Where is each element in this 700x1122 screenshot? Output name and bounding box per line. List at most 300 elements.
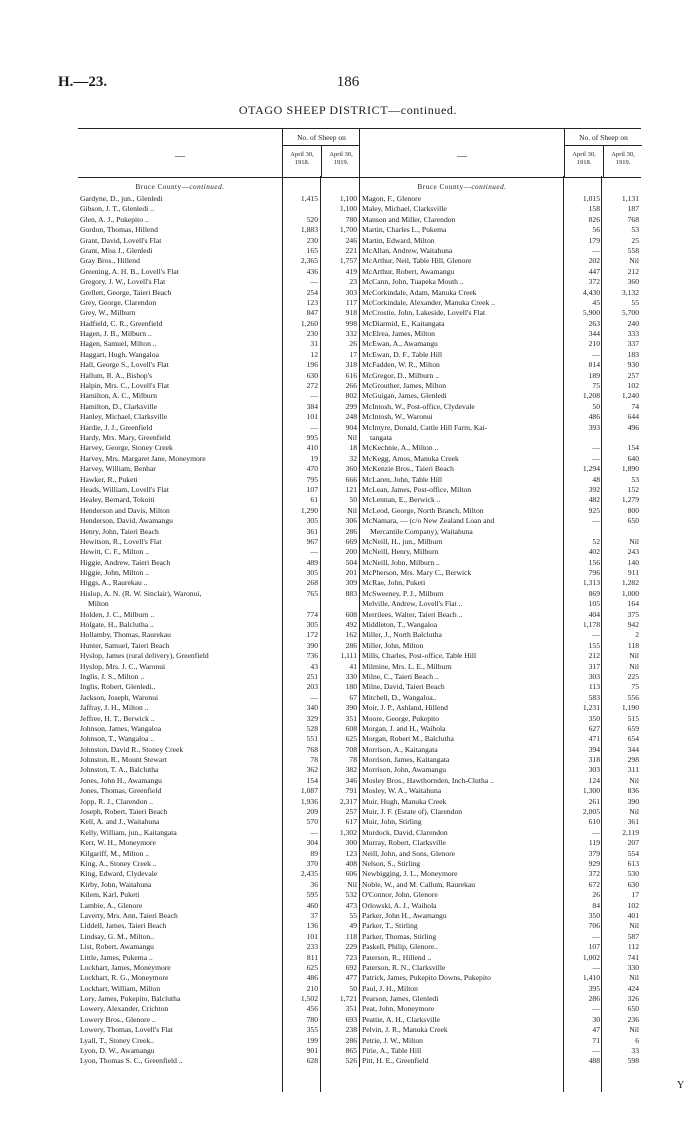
owner-name: Newbigging, J. L., Moneymore	[362, 869, 458, 879]
table-row	[78, 204, 359, 214]
table-row	[360, 381, 641, 391]
owner-name: Henderson, David, Awamangu	[80, 516, 173, 526]
owner-name: McLennan, E., Berwick ..	[362, 495, 441, 505]
owner-name: Grey, W., Milburn	[80, 308, 136, 318]
table-row	[360, 568, 641, 578]
sheep-count-1919: 162	[345, 630, 357, 640]
owner-name: Jaffray, J. H., Milton ..	[80, 703, 149, 713]
owner-name: Jones, Thomas, Greenfield	[80, 786, 162, 796]
table-row	[360, 807, 641, 817]
sheep-count-1918: 305	[306, 620, 318, 630]
table-row	[360, 204, 641, 214]
table-row	[78, 797, 359, 807]
sheep-count-1919: 723	[345, 952, 357, 962]
table-row	[360, 267, 641, 277]
owner-name: Kilgariff, M., Milton ..	[80, 848, 150, 858]
sheep-count-1918: —	[310, 391, 318, 401]
owner-name: Higgie, Andrew, Taieri Beach	[80, 557, 171, 567]
table-row	[360, 547, 641, 557]
sheep-count-1919: 32	[349, 453, 357, 463]
sheep-count-1919: 286	[345, 526, 357, 536]
table-row	[360, 672, 641, 682]
table-row	[78, 495, 359, 505]
sheep-count-1918: 869	[588, 588, 600, 598]
sheep-count-1919: 26	[349, 339, 357, 349]
owner-name: McGrouther, James, Milton	[362, 381, 447, 391]
sheep-count-1919: 286	[345, 640, 357, 650]
sheep-count-1918: 528	[306, 723, 318, 733]
table-row	[78, 350, 359, 360]
owner-name: Haggart, Hugh, Wangaloa	[80, 349, 159, 359]
table-row	[78, 682, 359, 692]
sheep-count-1919: 346	[345, 775, 357, 785]
sheep-count-1919: 53	[631, 225, 639, 235]
sheep-count-1918: 261	[588, 796, 600, 806]
owner-name: McArthur, Neil, Table Hill, Glenore	[362, 256, 472, 266]
sheep-count-1919: 337	[627, 339, 639, 349]
sheep-count-1918: 305	[306, 568, 318, 578]
sheep-count-1918: —	[592, 1046, 600, 1056]
table-row	[78, 423, 359, 433]
owner-name: Morrison, James, Kaitangata	[362, 755, 450, 765]
table-row	[78, 838, 359, 848]
sheep-count-1918: 1,313	[582, 578, 600, 588]
sheep-count-1918: 486	[588, 412, 600, 422]
sheep-count-1919: 1,000	[621, 588, 639, 598]
sheep-count-1918: 372	[588, 869, 600, 879]
sheep-count-1918: 1,294	[582, 464, 600, 474]
sheep-count-1919: 515	[627, 713, 639, 723]
sheep-count-1918: 460	[306, 900, 318, 910]
sheep-count-1919: 650	[627, 1004, 639, 1014]
owner-name: McCorkindale, Adam, Manuka Creek	[362, 287, 477, 297]
table-row	[78, 267, 359, 277]
sheep-count-1919: 554	[627, 848, 639, 858]
sheep-count-1919: Nil	[629, 661, 639, 671]
sheep-count-1918: 2,365	[300, 256, 318, 266]
sheep-count-1918: 355	[306, 1025, 318, 1035]
sheep-count-1918: 329	[306, 713, 318, 723]
sheep-count-1919: 67	[349, 692, 357, 702]
sheep-count-1918: 471	[588, 734, 600, 744]
owner-name: Kelly, William, jun., Kaitangata	[80, 827, 177, 837]
owner-name: Milne, C., Taieri Beach ..	[362, 671, 439, 681]
owner-name: Gordon, Thomas, Hillend	[80, 225, 158, 235]
sheep-count-1918: —	[592, 827, 600, 837]
table-row	[360, 849, 641, 859]
sheep-count-1918: 901	[306, 1046, 318, 1056]
sheep-count-1919: 741	[627, 952, 639, 962]
table-row	[360, 599, 641, 609]
table-row	[360, 797, 641, 807]
owner-name: Middleton, T., Wangaloa	[362, 620, 438, 630]
table-row	[78, 433, 359, 443]
sheep-count-1919: 408	[345, 859, 357, 868]
report-reference: H.—23.	[58, 74, 108, 90]
sheep-count-1918: 489	[306, 557, 318, 567]
sheep-count-1918: —	[592, 1004, 600, 1014]
sheep-count-1918: 551	[306, 734, 318, 744]
table-row	[360, 485, 641, 495]
owner-name: Morrison, John, Awamangu	[362, 765, 447, 775]
sheep-count-1919: 496	[627, 422, 639, 432]
table-row	[78, 1015, 359, 1025]
sheep-count-1919: Nil	[629, 256, 639, 266]
table-row	[360, 963, 641, 973]
owner-name: Jones, John H., Awamangu	[80, 775, 162, 785]
owner-name: Hamilton, A. C., Milburn	[80, 391, 157, 401]
sheep-count-1919: 1,302	[339, 827, 357, 837]
year-1919-header: April 30, 1919.	[321, 145, 360, 177]
table-row	[360, 236, 641, 246]
owner-name: Grant, Miss J., Glenledi	[80, 245, 153, 255]
sheep-count-1918: 1,002	[582, 952, 600, 962]
owner-name: McSweeney, P. J., Milburn	[362, 588, 444, 598]
owner-name: Johnston, David R., Stoney Creek	[80, 744, 184, 754]
owner-name: Paskell, Philip, Glenore..	[362, 942, 438, 952]
sheep-count-1918: 392	[588, 484, 600, 494]
owner-name: Lockhart, James, Moneymore	[80, 962, 171, 972]
table-row	[78, 932, 359, 942]
owner-name: Paul, J. H., Milton	[362, 983, 418, 993]
owner-name: Parker, John H., Awamangu	[362, 910, 447, 920]
table-row	[78, 558, 359, 568]
owner-name: Morgan, J. and H., Waihola	[362, 723, 446, 733]
table-row	[360, 329, 641, 339]
sheep-count-1919: 424	[627, 983, 639, 993]
column-rule	[282, 176, 283, 1092]
owner-name: McNeill, Henry, Milburn	[362, 547, 439, 557]
sheep-count-1919: 248	[345, 412, 357, 422]
sheep-count-1919: 351	[345, 713, 357, 723]
owner-name: Hollamby, Thomas, Raurekau	[80, 630, 171, 640]
table-row	[360, 1025, 641, 1035]
owner-name: Noble, W., and M. Callum, Raurekau	[362, 879, 476, 889]
owner-name: Lockhart, R. G., Moneymore	[80, 973, 169, 983]
table-row	[78, 724, 359, 734]
sheep-count-1918: 372	[588, 277, 600, 287]
sheep-count-1919: 75	[631, 682, 639, 692]
sheep-count-1918: 610	[588, 817, 600, 827]
sheep-count-1918: 410	[306, 443, 318, 453]
sheep-count-1919: 55	[349, 910, 357, 920]
sheep-count-1919: 558	[627, 245, 639, 255]
owner-name: Johnston, R., Mount Stewart	[80, 755, 167, 765]
sheep-count-1918: 210	[306, 983, 318, 993]
sheep-count-1919: 1,111	[340, 651, 357, 661]
owner-name: Moore, George, Pukepito	[362, 713, 440, 723]
owner-name: Milne, David, Taieri Beach	[362, 682, 445, 692]
sheep-count-1918: 1,260	[300, 318, 318, 328]
sheep-count-1919: 361	[627, 817, 639, 827]
table-row	[360, 516, 641, 526]
sheep-count-1918: 101	[306, 931, 318, 941]
owner-name: McNamara, — (c/o New Zealand Loan and	[362, 516, 495, 526]
table-row	[360, 1004, 641, 1014]
table-row	[78, 194, 359, 204]
sheep-count-1919: 121	[345, 484, 357, 494]
table-row	[360, 443, 641, 453]
table-row	[360, 693, 641, 703]
sheep-count-1918: 50	[592, 401, 600, 411]
sheep-count-1918: 1,883	[300, 225, 318, 235]
owner-name: McCrostie, John, Lakeside, Lovell's Flat	[362, 308, 486, 318]
table-row	[360, 589, 641, 599]
county-heading: Bruce County—continued.	[135, 183, 225, 191]
sheep-count-1919: 298	[627, 755, 639, 765]
sheep-count-1919: 836	[627, 786, 639, 796]
table-row	[78, 984, 359, 994]
owner-name: McKenzie Bros., Taieri Beach	[362, 464, 454, 474]
table-row	[360, 714, 641, 724]
table-row	[78, 942, 359, 952]
table-row	[78, 620, 359, 630]
year-1918-header: April 30, 1918.	[572, 151, 596, 166]
owner-name: Hagen, J. B., Milburn ..	[80, 329, 152, 339]
table-row	[360, 641, 641, 651]
sheep-count-1919: 5,700	[621, 308, 639, 318]
owner-name: Joseph, Robert, Taieri Beach	[80, 807, 168, 817]
table-row	[78, 589, 359, 599]
column-rule	[601, 176, 602, 1092]
left-table-header	[78, 128, 359, 178]
sheep-count-1919: 613	[627, 859, 639, 868]
sheep-count-1918: —	[310, 277, 318, 287]
sheep-count-1918: 765	[306, 588, 318, 598]
sheep-count-1918: 179	[588, 235, 600, 245]
sheep-count-1919: 419	[345, 266, 357, 276]
owner-name: Lowery Bros., Glenore ..	[80, 1014, 156, 1024]
sheep-count-1919: 118	[627, 640, 639, 650]
table-row	[78, 662, 359, 672]
sheep-count-1918: 230	[306, 235, 318, 245]
sheep-count-1919: 2,317	[339, 796, 357, 806]
right-table-header	[360, 128, 641, 178]
table-row	[360, 610, 641, 620]
table-row	[78, 475, 359, 485]
sheep-count-1918: 124	[588, 775, 600, 785]
sheep-count-1918: 107	[588, 942, 600, 952]
table-row	[360, 464, 641, 474]
sheep-count-1919: 332	[345, 329, 357, 339]
table-row	[78, 994, 359, 1004]
sheep-count-1918: 628	[306, 1056, 318, 1066]
table-row	[78, 1056, 359, 1066]
owner-name: McCorkindale, Alexander, Manuka Creek ..	[362, 297, 495, 307]
sheep-count-1919: Nil	[629, 807, 639, 817]
owner-name: Lory, James, Pukepito, Balclutha	[80, 994, 181, 1004]
sheep-count-1919: 123	[345, 848, 357, 858]
owner-name: Liddell, James, Taieri Beach	[80, 921, 167, 931]
sheep-count-header	[564, 129, 642, 177]
table-row	[360, 371, 641, 381]
sheep-count-1919: 532	[345, 890, 357, 900]
sheep-count-1918: 2,005	[582, 807, 600, 817]
sheep-count-1919: 1,890	[621, 464, 639, 474]
sheep-count-1918: 212	[588, 651, 600, 661]
sheep-count-1919: Nil	[629, 1025, 639, 1035]
owner-name: Hadfield, C. R., Greenfield	[80, 318, 163, 328]
table-row	[78, 745, 359, 755]
table-row	[360, 734, 641, 744]
table-row	[360, 901, 641, 911]
owner-name: Murdock, David, Clarendon	[362, 827, 448, 837]
sheep-count-1919: 351	[345, 1004, 357, 1014]
sheep-count-1918: 48	[592, 474, 600, 484]
table-row	[360, 776, 641, 786]
sheep-count-1919: 800	[627, 505, 639, 515]
owner-name: Holden, J. C., Milburn ..	[80, 609, 155, 619]
owner-name: McEwan, D. F., Table Hill	[362, 349, 443, 359]
owner-name: Gibson, J. T., Glenledi ..	[80, 204, 154, 214]
owner-name: Mercantile Company), Waitahuna	[370, 526, 473, 536]
sheep-count-1919: 659	[627, 723, 639, 733]
sheep-count-1918: 1,936	[300, 796, 318, 806]
sheep-count-1919: 50	[349, 983, 357, 993]
sheep-count-1919: 326	[627, 994, 639, 1004]
table-row	[360, 215, 641, 225]
owner-name: Halpin, Mrs. C., Lovell's Flat	[80, 381, 170, 391]
sheep-count-1919: 243	[627, 547, 639, 557]
sheep-count-1919: 930	[627, 360, 639, 370]
sheep-count-1918: 113	[588, 682, 600, 692]
sheep-count-1919: 311	[627, 765, 639, 775]
sheep-count-1919: 286	[345, 1035, 357, 1045]
sheep-count-1918: 1,015	[582, 194, 600, 203]
column-rule	[563, 176, 564, 1092]
table-row	[360, 412, 641, 422]
owner-name: Neill, John, and Sons, Glenore	[362, 848, 456, 858]
page-number: 186	[336, 74, 360, 90]
sheep-count-1918: 189	[588, 370, 600, 380]
owner-name: Harvey, William, Benhar	[80, 464, 156, 474]
sheep-count-1918: 1,502	[300, 994, 318, 1004]
sheep-count-1918: 929	[588, 859, 600, 868]
owner-name: Harvey, Mrs. Margaret Jane, Moneymore	[80, 453, 206, 463]
sheep-count-1918: —	[592, 962, 600, 972]
sheep-count-1918: —	[592, 630, 600, 640]
table-row	[78, 402, 359, 412]
table-row	[78, 578, 359, 588]
sheep-count-1919: 768	[627, 214, 639, 224]
owner-name: Henry, John, Taieri Beach	[80, 526, 159, 536]
table-row	[360, 703, 641, 713]
owner-name: Hardy, Mrs. Mary, Greenfield	[80, 432, 171, 442]
table-row	[360, 308, 641, 318]
owner-name: McDiarmid, E., Kaitangata	[362, 318, 445, 328]
owner-name: McNeill, John, Milburn ..	[362, 557, 440, 567]
sheep-count-1918: —	[310, 547, 318, 557]
sheep-count-1918: 26	[592, 890, 600, 900]
county-heading: Bruce County—continued.	[417, 183, 507, 191]
table-row	[360, 838, 641, 848]
owner-name: Peat, John, Moneymore	[362, 1004, 435, 1014]
sheep-count-1918: 254	[306, 287, 318, 297]
sheep-count-1919: Nil	[347, 432, 357, 442]
owner-name: Hanley, Michael, Clarksville	[80, 412, 168, 422]
owner-name: Lowery, Thomas, Lovell's Flat	[80, 1025, 173, 1035]
sheep-count-1918: 105	[588, 599, 600, 609]
table-row	[78, 880, 359, 890]
table-row	[360, 433, 641, 443]
sheep-count-1918: 107	[306, 484, 318, 494]
table-row	[360, 869, 641, 879]
table-row	[360, 495, 641, 505]
sheep-count-1919: 246	[345, 235, 357, 245]
table-row	[360, 506, 641, 516]
table-row	[360, 620, 641, 630]
sheep-count-1918: 30	[592, 1014, 600, 1024]
owner-name: Kilem, Karl, Puketi	[80, 890, 140, 900]
sheep-count-1919: Nil	[629, 651, 639, 661]
sheep-count-1918: 71	[592, 1035, 600, 1045]
owner-name: Gray Bros., Hillend	[80, 256, 140, 266]
right-table-body	[360, 178, 641, 1067]
table-row	[360, 786, 641, 796]
table-row	[78, 921, 359, 931]
sheep-count-1919: 140	[627, 557, 639, 567]
table-row	[360, 423, 641, 433]
sheep-count-1919: 1,190	[621, 703, 639, 713]
sheep-count-1918: 263	[588, 318, 600, 328]
table-row	[78, 443, 359, 453]
sheep-count-1919: 1,757	[339, 256, 357, 266]
sheep-count-1918: 89	[310, 848, 318, 858]
sheep-count-1918: 1,410	[582, 973, 600, 983]
owner-name: Muir, J. F. (Estate of), Clarendon	[362, 807, 463, 817]
table-row	[78, 901, 359, 911]
table-row	[78, 485, 359, 495]
sheep-count-1918: 570	[306, 817, 318, 827]
table-row	[78, 225, 359, 235]
owner-name: Henderson and Davis, Milton	[80, 505, 170, 515]
table-row	[78, 641, 359, 651]
owner-name: McFadden, W. R., Milton	[362, 360, 440, 370]
sheep-count-1918: —	[592, 245, 600, 255]
page-header	[58, 74, 638, 92]
table-row	[78, 630, 359, 640]
sheep-count-1918: 75	[592, 381, 600, 391]
table-row	[360, 755, 641, 765]
sheep-count-1918: 1,208	[582, 391, 600, 401]
sheep-count-1919: 644	[627, 412, 639, 422]
table-row	[360, 527, 641, 537]
sheep-count-1919: 257	[345, 807, 357, 817]
table-row	[78, 319, 359, 329]
table-row	[78, 506, 359, 516]
sheep-count-1919: 918	[345, 308, 357, 318]
sheep-count-1919: 236	[627, 1014, 639, 1024]
sheep-count-1918: 625	[306, 962, 318, 972]
owner-name: Lyall, T., Stoney Creek..	[80, 1035, 154, 1045]
owner-name: Inglis, Robert, Glenledi..	[80, 682, 156, 692]
sheep-count-1919: 998	[345, 318, 357, 328]
owner-name: Little, James, Pukema ..	[80, 952, 153, 962]
table-row	[78, 1025, 359, 1035]
table-row	[360, 256, 641, 266]
sheep-count-1919: Nil	[347, 879, 357, 889]
owner-name: Jackson, Joseph, Waronui	[80, 692, 159, 702]
sheep-count-1919: 225	[627, 671, 639, 681]
left-table	[78, 128, 359, 1067]
owner-name: Lyon, D. W., Awamangu	[80, 1046, 155, 1056]
owner-name: Moir, J. P., Ashland, Hillend	[362, 703, 448, 713]
sheep-count-1919: 473	[345, 900, 357, 910]
sheep-count-1919: 50	[349, 495, 357, 505]
owner-name: Lowery, Alexander, Crichton	[80, 1004, 169, 1014]
sheep-count-1919: 55	[631, 297, 639, 307]
owner-name: Peattie, A. H., Clarksville	[362, 1014, 440, 1024]
